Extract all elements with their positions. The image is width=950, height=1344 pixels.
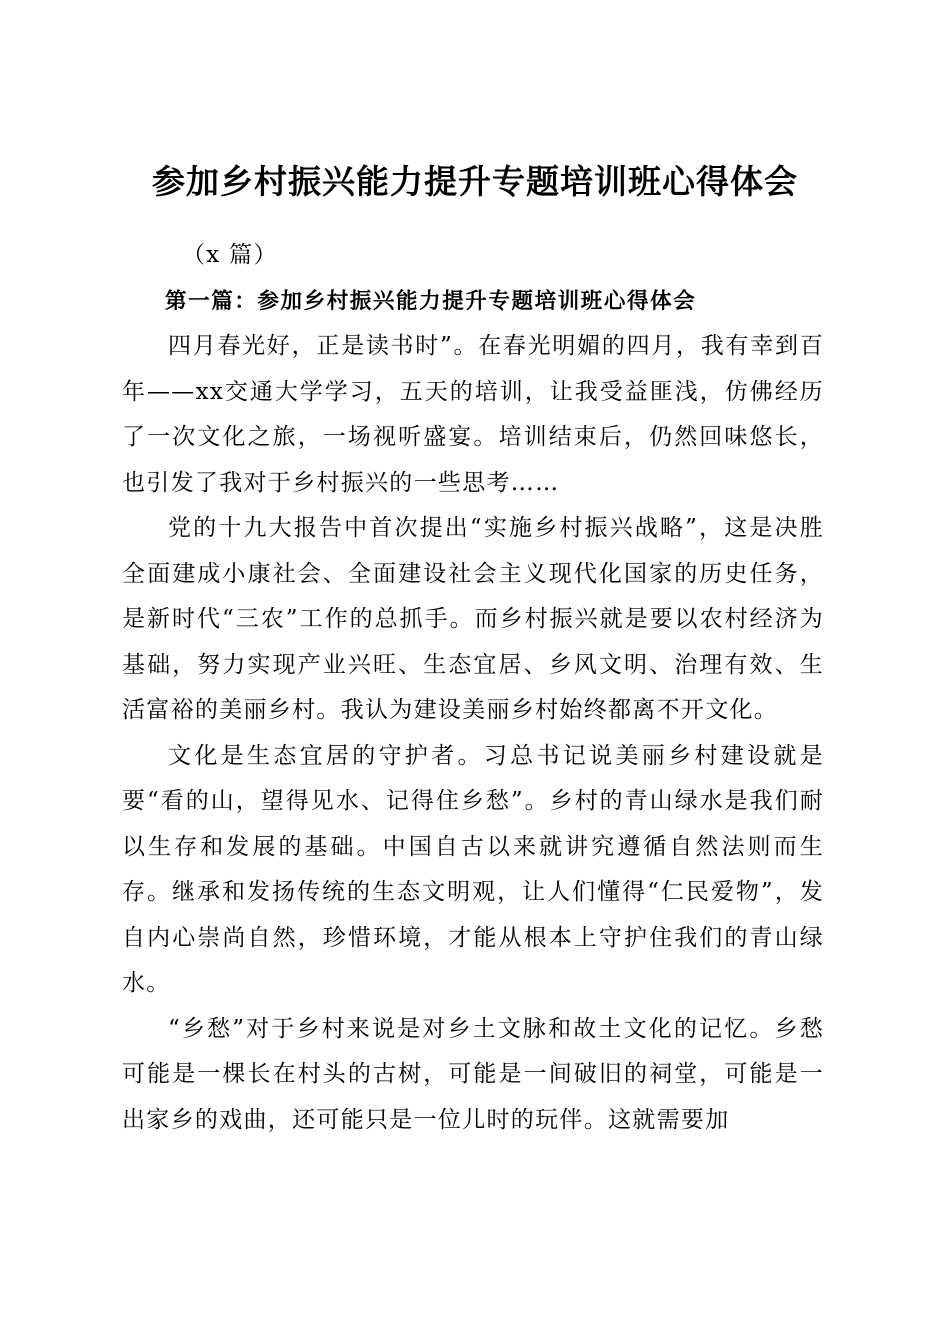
- body-paragraph-4: “乡愁”对于乡村来说是对乡土文脉和故土文化的记忆。乡愁可能是一棵长在村头的古树，可能是一间破旧的祠堂，可能是一出家乡的戏曲，还可能只是一位儿时的玩伴。这就需要加: [122, 1015, 824, 1133]
- body-paragraph-3: 文化是生态宜居的守护者。习总书记说美丽乡村建设就是要“看的山，望得见水、记得住乡愁”。乡村的青山绿水是我们耐以生存和发展的基础。中国自古以来就讲究遵循自然法则而生存。继承和发扬传统的生态文明观，让人们懂得“仁民爱物”，发自内心崇尚自然，珍惜环境，才能从根本上守护住我们的青山绿水。: [122, 742, 824, 996]
- article-count-note: （x 篇）: [182, 242, 278, 268]
- body-paragraph-2: 党的十九大报告中首次提出“实施乡村振兴战略”，这是决胜全面建成小康社会、全面建设社会主义现代化国家的历史任务，是新时代“三农”工作的总抓手。而乡村振兴就是要以农村经济为基础，努力实现产业兴旺、生态宜居、乡风文明、治理有效、生活富裕的美丽乡村。我认为建设美丽乡村始终都离不开文化。: [122, 515, 824, 723]
- body-paragraph-1: 四月春光好，正是读书时”。在春光明媚的四月，我有幸到百年——xx交通大学学习，五天的培训，让我受益匪浅，仿佛经历了一次文化之旅，一场视听盛宴。培训结束后，仍然回味悠长，也引发了我对于乡村振兴的一些思考……: [122, 333, 824, 496]
- document-body: [122, 233, 824, 1143]
- document-title: 参加乡村振兴能力提升专题培训班心得体会: [152, 162, 798, 202]
- chapter-heading: 第一篇：参加乡村振兴能力提升专题培训班心得体会: [165, 288, 697, 314]
